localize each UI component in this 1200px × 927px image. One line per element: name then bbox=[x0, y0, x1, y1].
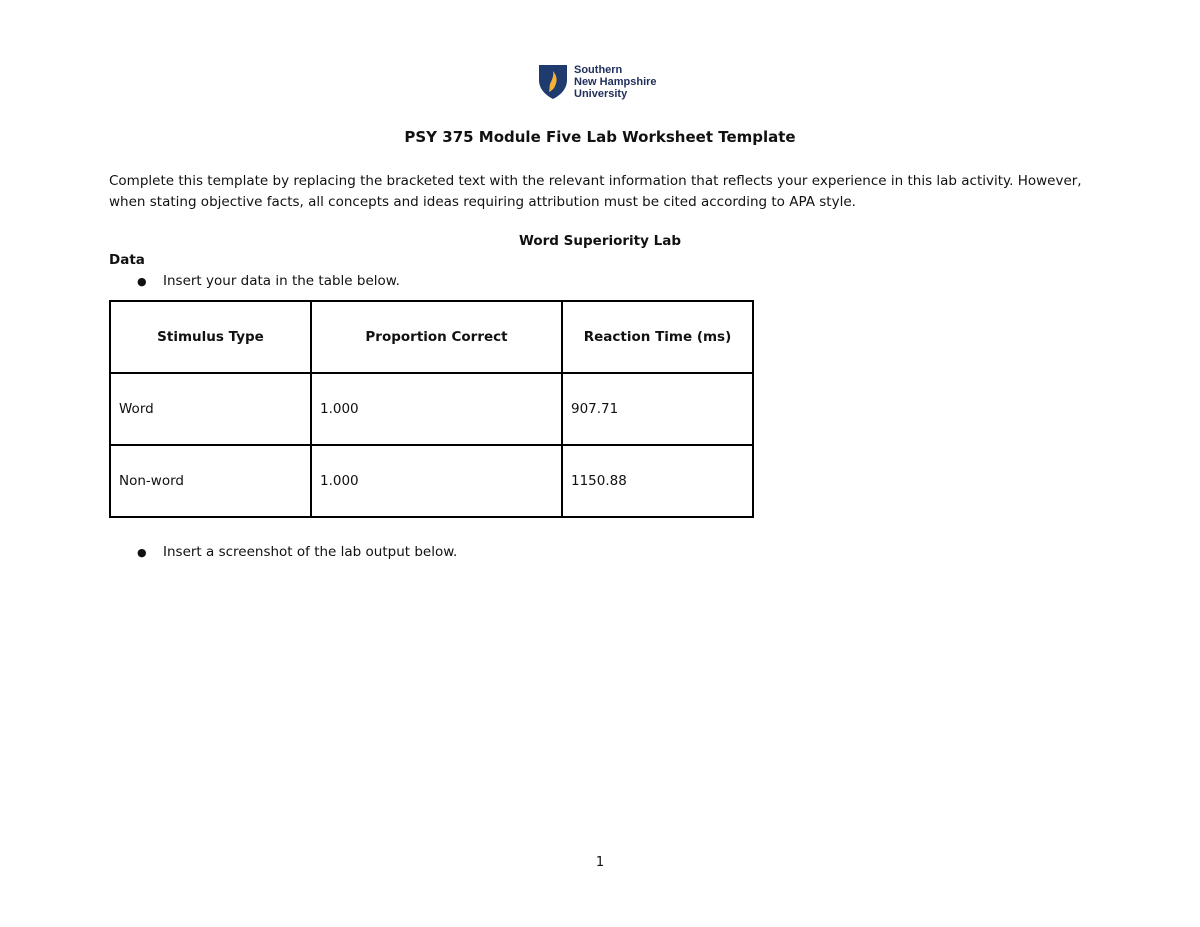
lab-title: Word Superiority Lab bbox=[518, 233, 682, 249]
data-table bbox=[109, 300, 754, 518]
header-proportion-correct: Proportion Correct bbox=[311, 301, 562, 373]
intro-line-1: Complete this template by replacing the bracketed text with the relevant information that reflects your experience in this lab activity. However, bbox=[109, 173, 1082, 189]
header-reaction-time: Reaction Time (ms) bbox=[562, 301, 753, 373]
bullet-text: Insert a screenshot of the lab output below. bbox=[163, 544, 458, 560]
university-logo bbox=[538, 64, 657, 100]
table-cell[interactable]: 1.000 bbox=[311, 445, 562, 517]
intro-paragraph bbox=[109, 171, 1109, 213]
intro-line-2: when stating objective facts, all concepts and ideas requiring attribution must be cited according to APA style. bbox=[109, 194, 856, 210]
table-cell[interactable]: 1.000 bbox=[311, 373, 562, 445]
shield-flame-icon bbox=[538, 64, 568, 100]
bullet-icon: ● bbox=[137, 274, 147, 288]
header-stimulus-type: Stimulus Type bbox=[110, 301, 311, 373]
logo-line-3: University bbox=[574, 88, 628, 100]
table-cell[interactable]: Non-word bbox=[110, 445, 311, 517]
data-heading: Data bbox=[109, 252, 145, 268]
document-title: PSY 375 Module Five Lab Worksheet Template bbox=[404, 128, 796, 146]
table-cell[interactable]: Word bbox=[110, 373, 311, 445]
table-row bbox=[110, 373, 753, 445]
table-cell[interactable]: 1150.88 bbox=[562, 445, 753, 517]
table-cell[interactable]: 907.71 bbox=[562, 373, 753, 445]
logo-line-1: Southern bbox=[574, 64, 623, 76]
bullet-table-instruction bbox=[137, 273, 400, 289]
table-header-row bbox=[110, 301, 753, 373]
table-row bbox=[110, 445, 753, 517]
logo-wordmark bbox=[574, 64, 657, 100]
page-number: 1 bbox=[595, 855, 605, 870]
bullet-icon: ● bbox=[137, 545, 147, 559]
logo-line-2: New Hampshire bbox=[574, 76, 657, 88]
bullet-screenshot-instruction bbox=[137, 544, 457, 560]
bullet-text: Insert your data in the table below. bbox=[163, 273, 400, 289]
